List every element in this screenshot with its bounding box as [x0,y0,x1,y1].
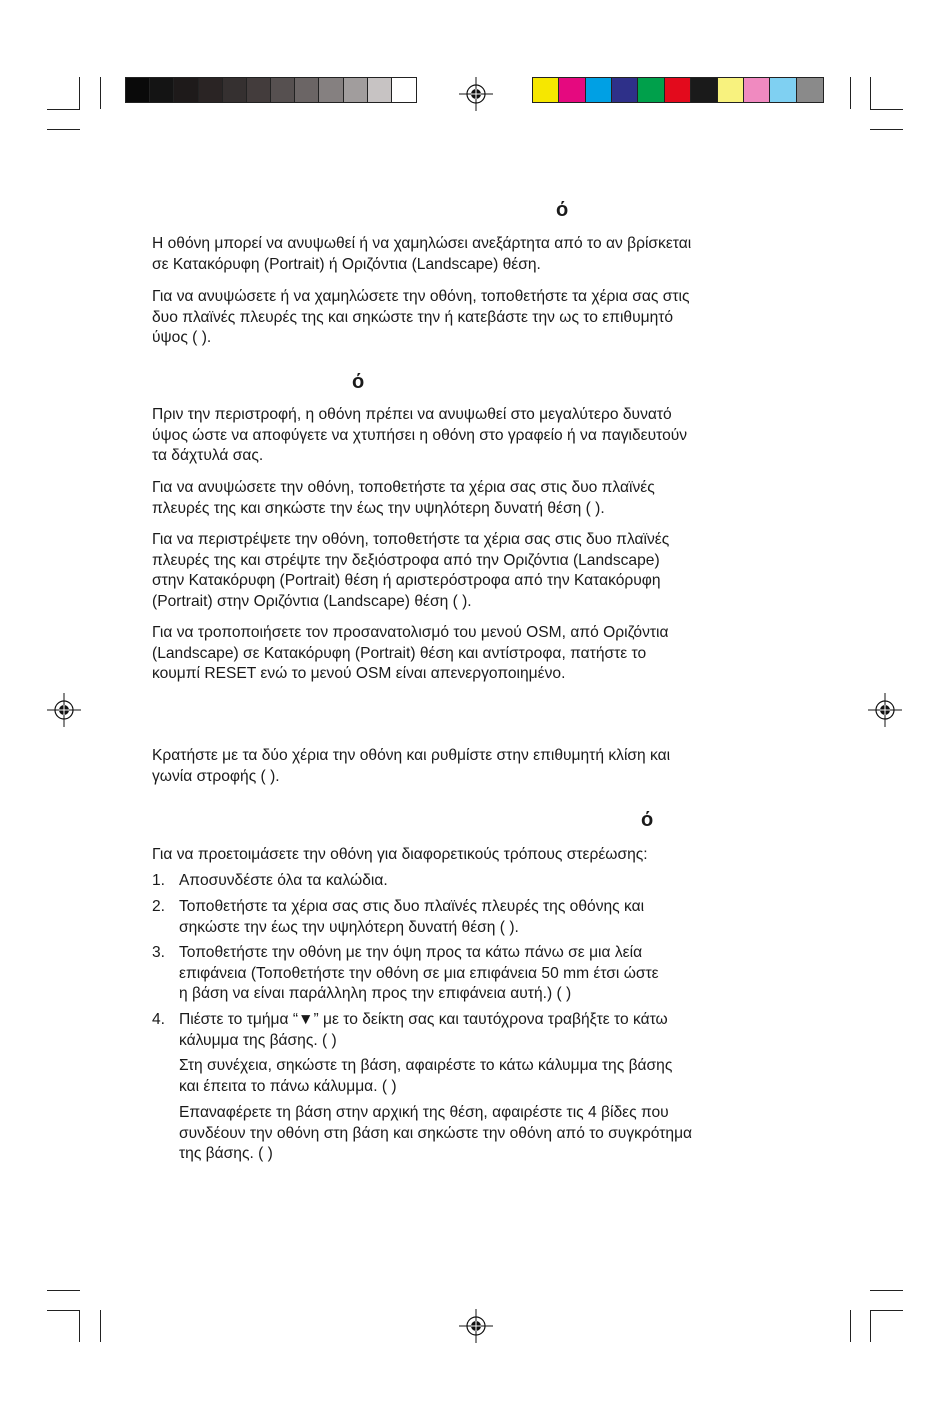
color-swatch [586,78,612,102]
crop-mark [870,1290,903,1291]
crop-mark [100,77,101,109]
registration-mark-right [868,693,902,727]
color-swatch [612,78,638,102]
crop-mark [870,129,903,130]
list-number: 3. [152,944,166,961]
crop-mark [870,1310,871,1342]
list-number: 4. [152,1011,166,1028]
section-heading-height: ό [556,199,569,221]
registration-mark-bottom [459,1309,493,1343]
gray-swatch [271,78,295,102]
rotation-paragraph-4: Για να τροποποιήσετε τον προσανατολισμό του μενού OSM, από Οριζόντια (Landscape) σε Κατακόρυφη (Portrait) θέση και αντίστροφα, πατήστε το κουμπί RESET ενώ το μενού OSM είναι απενεργοποιημένο. [152,624,669,683]
crop-mark [850,1310,851,1342]
color-swatch [559,78,585,102]
list-text: Πιέστε το τμήμα “▼” με το δείκτη σας και ταυτόχρονα τραβήξτε το κάτω κάλυμμα της βάσης. ( ) [179,1011,668,1049]
gray-swatch [368,78,392,102]
section-heading-rotation: ό [352,371,365,393]
crop-mark [850,77,851,109]
color-swatch [533,78,559,102]
grayscale-calibration-strip [125,77,417,103]
gray-swatch [223,78,247,102]
rotation-paragraph-1: Πριν την περιστροφή, η οθόνη πρέπει να ανυψωθεί στο μεγαλύτερο δυνατό ύψος ώστε να αποφύγετε να χτυπήσει η οθόνη στο γραφείο ή να παγιδευτούν τα δάχτυλά σας. [152,406,688,465]
rotation-paragraph-3: Για να περιστρέψετε την οθόνη, τοποθετήστε τα χέρια σας στις δυο πλαϊνές πλευρές της και στρέψτε την δεξιόστροφα από την Οριζόντια (Landscape) στην Κατακόρυφη (Portrait) θέση ή αριστερόστροφα από την Κατακόρυφη (Portrait) στην Οριζόντια (Landscape) θέση ( ). [152,531,670,610]
gray-swatch [344,78,368,102]
list-text: Τοποθετήστε τα χέρια σας στις δυο πλαϊνές πλευρές της οθόνης και σηκώστε την έως την υψηλότερη δυνατή θέση ( ). [179,898,645,936]
list-text: Αποσυνδέστε όλα τα καλώδια. [179,872,388,889]
list-number: 1. [152,872,166,889]
gray-swatch [174,78,198,102]
color-swatch [744,78,770,102]
crop-mark [79,77,80,109]
crop-mark [47,1290,80,1291]
height-paragraph-1: Η οθόνη μπορεί να ανυψωθεί ή να χαμηλώσει ανεξάρτητα από το αν βρίσκεται σε Κατακόρυφη (Portrait) ή Οριζόντια (Landscape) θέση. [152,235,692,273]
removal-intro: Για να προετοιμάσετε την οθόνη για διαφορετικούς τρόπους στερέωσης: [152,846,648,863]
color-calibration-strip [532,77,824,103]
gray-swatch [295,78,319,102]
registration-mark-top [459,77,493,111]
color-swatch [691,78,717,102]
crop-mark [47,109,80,110]
gray-swatch [150,78,174,102]
gray-swatch [247,78,271,102]
rotation-paragraph-2: Για να ανυψώσετε την οθόνη, τοποθετήστε τα χέρια σας στις δυο πλαϊνές πλευρές της και σηκώστε την έως την υψηλότερη δυνατή θέση ( ). [152,479,655,517]
color-swatch [797,78,823,102]
crop-mark [79,1310,80,1342]
list-number: 2. [152,898,166,915]
gray-swatch [319,78,343,102]
height-paragraph-2: Για να ανυψώσετε ή να χαμηλώσετε την οθόνη, τοποθετήστε τα χέρια σας στις δυο πλαϊνές πλευρές της και σηκώστε την ή κατεβάστε την ως το επιθυμητό ύψος ( ). [152,288,690,347]
tilt-paragraph: Κρατήστε με τα δύο χέρια την οθόνη και ρυθμίστε στην επιθυμητή κλίση και γωνία στροφής ( ). [152,747,671,785]
step4-continuation-1: Στη συνέχεια, σηκώστε τη βάση, αφαιρέστε το κάτω κάλυμμα της βάσης και έπειτα το πάνω κάλυμμα. ( ) [179,1057,673,1095]
color-swatch [718,78,744,102]
crop-mark [870,1310,903,1311]
crop-mark [870,109,903,110]
color-swatch [770,78,796,102]
gray-swatch [392,78,416,102]
color-swatch [665,78,691,102]
gray-swatch [199,78,223,102]
crop-mark [870,77,871,109]
crop-mark [100,1310,101,1342]
list-text: Τοποθετήστε την οθόνη με την όψη προς τα κάτω πάνω σε μια λεία επιφάνεια (Τοποθετήστε την οθόνη σε μια επιφάνεια 50 mm έτσι ώστε η βάση να είναι παράλληλη προς την επιφάνεια αυτή.) ( ) [179,944,659,1003]
step4-continuation-2: Επαναφέρετε τη βάση στην αρχική της θέση, αφαιρέστε τις 4 βίδες που συνδέουν την οθόνη στη βάση και σηκώστε την οθόνη από το συγκρότημα της βάσης. ( ) [179,1104,693,1163]
section-heading-removal: ό [641,809,654,831]
crop-mark [47,1310,80,1311]
registration-mark-left [47,693,81,727]
gray-swatch [126,78,150,102]
color-swatch [638,78,664,102]
crop-mark [47,129,80,130]
